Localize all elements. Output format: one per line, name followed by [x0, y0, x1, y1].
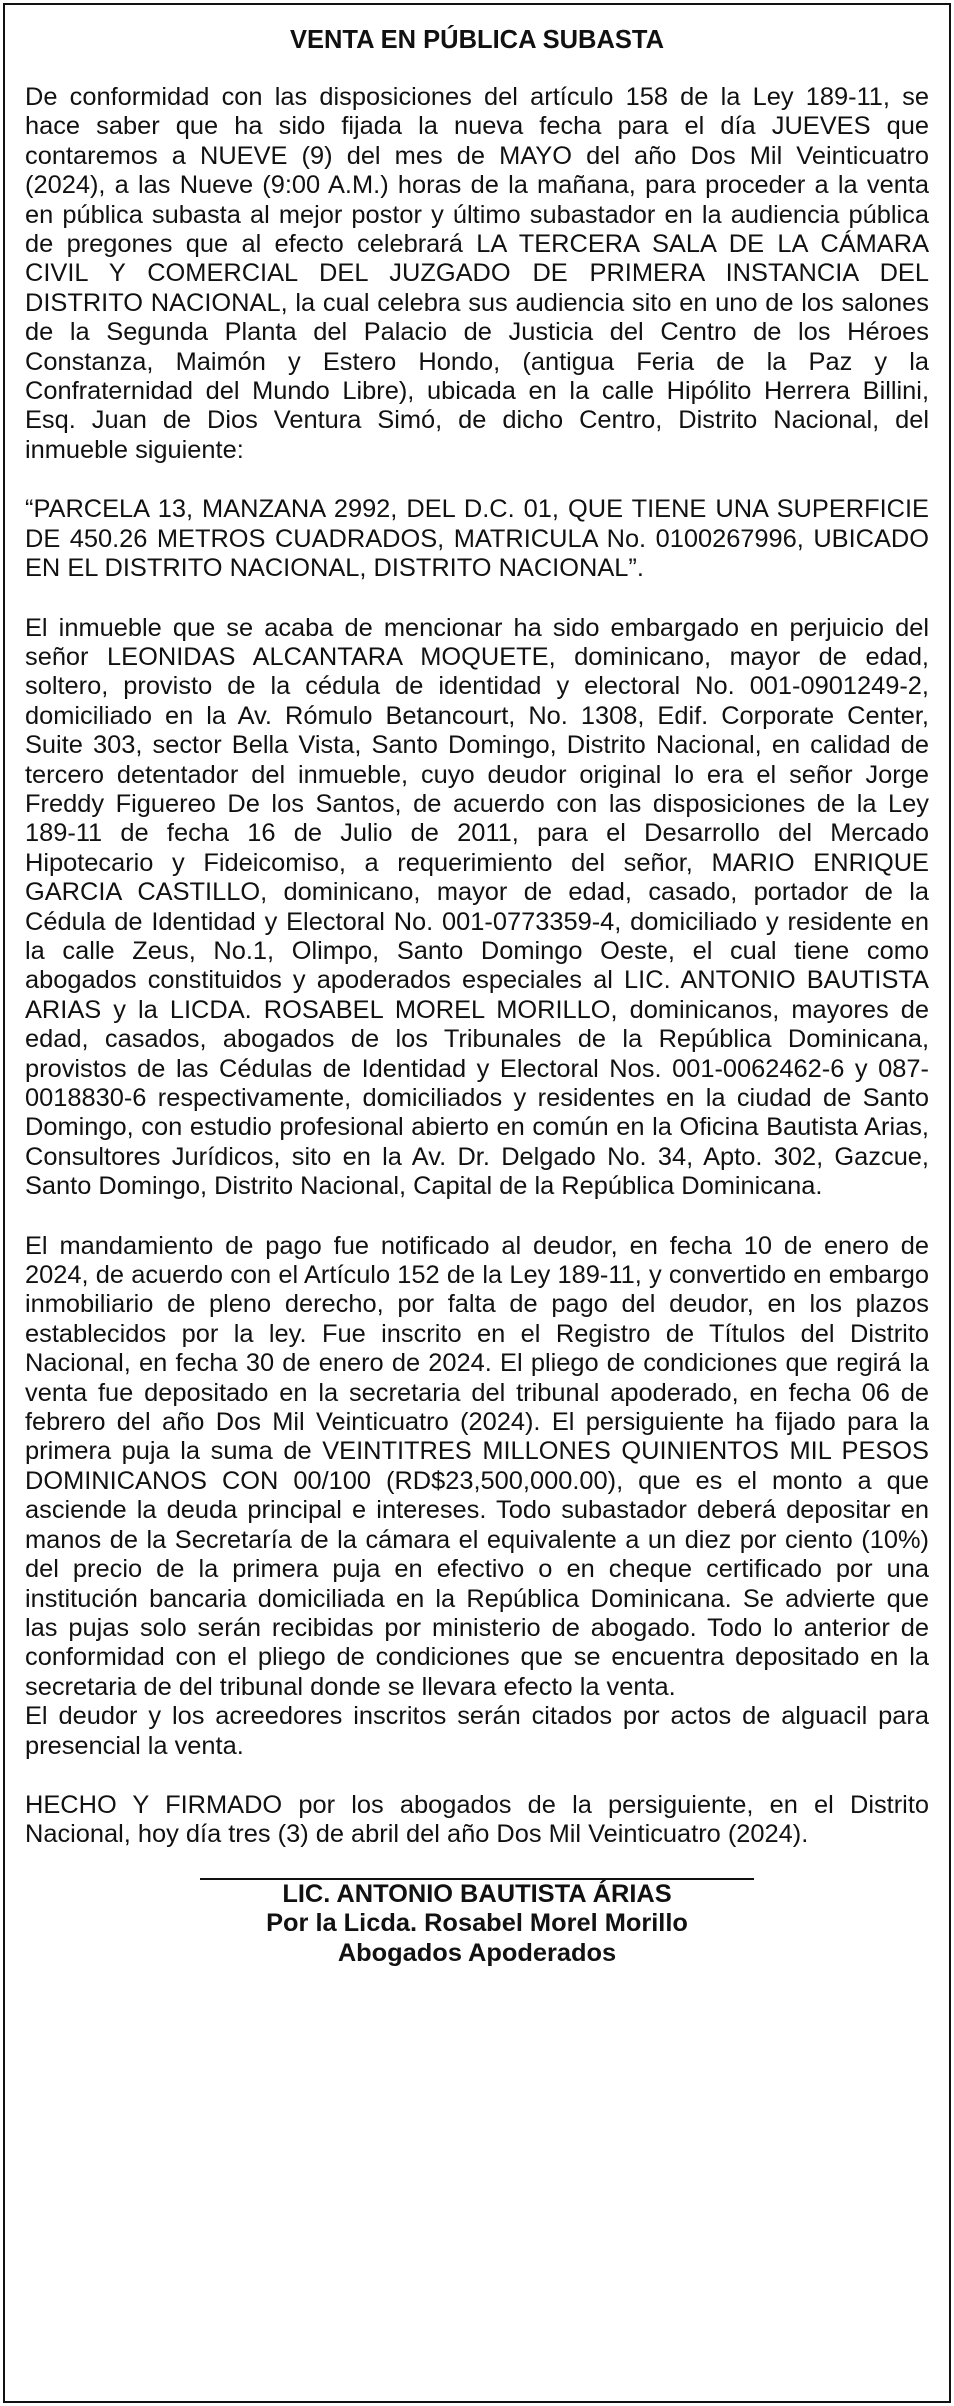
signature-role: Abogados Apoderados [337, 1938, 617, 1967]
notice-frame [3, 3, 951, 2403]
paragraph-creditors-summons: El deudor y los acreedores inscritos serán citados por actos de alguacil para presencial la venta. [25, 1702, 929, 1760]
paragraph-payment-conditions: El mandamiento de pago fue notificado al deudor, en fecha 10 de enero de 2024, de acuerdo con el Artículo 152 de la Ley 189-11, y convertido en embargo inmobiliario de pleno derecho, por falta de pago del deudor, en los plazos establecidos por la ley. Fue inscrito en el Registro de Títulos del Distrito Nacional, en fecha 30 de enero de 2024. El pliego de condiciones que regirá la venta fue depositado en la secretaria del tribunal apoderado, en fecha 06 de febrero del año Dos Mil Veinticuatro (2024). El persiguiente ha fijado para la primera puja la suma de VEINTITRES MILLONES QUINIENTOS MIL PESOS DOMINICANOS CON 00/100 (RD$23,500,000.00), que es el monto a que asciende la deuda principal e intereses. Todo subastador deberá depositar en manos de la Secretaría de la cámara el equivalente a un diez por ciento (10%) del precio de la primera puja en efectivo o en cheque certificado por una institución bancaria domiciliada en la República Dominicana. Se advierte que las pujas solo serán recibidas por ministerio de abogado. Todo lo anterior de conformidad con el pliego de condiciones que se encuentra depositado en la secretaria de del tribunal donde se llevara efecto la venta. [25, 1231, 929, 1701]
paragraph-auction-date: De conformidad con las disposiciones del artículo 158 de la Ley 189-11, se hace saber que ha sido fijada la nueva fecha para el día JUEVES que contaremos a NUEVE (9) del mes de MAYO del año Dos Mil Veinticuatro (2024), a las Nueve (9:00 A.M.) horas de la mañana, para proceder a la venta en pública subasta al mejor postor y último subastador en la audiencia pública de pregones que al efecto celebrará LA TERCERA SALA DE LA CÁMARA CIVIL Y COMERCIAL DEL JUZGADO DE PRIMERA INSTANCIA DEL DISTRITO NACIONAL, la cual celebra sus audiencia sito en uno de los salones de la Segunda Planta del Palacio de Justicia del Centro de los Héroes Constanza, Maimón y Estero Hondo, (antigua Feria de la Paz y la Confraternidad del Mundo Libre), ubicada en la calle Hipólito Herrera Billini, Esq. Juan de Dios Ventura Simó, de dicho Centro, Distrito Nacional, del inmueble siguiente: [25, 83, 929, 464]
notice-title: VENTA EN PÚBLICA SUBASTA [289, 26, 664, 54]
signature-on-behalf: Por la Licda. Rosabel Morel Morillo [266, 1909, 688, 1938]
signature-block [25, 1878, 929, 1968]
paragraph-spacer [25, 465, 929, 495]
paragraph-signed-statement: HECHO Y FIRMADO por los abogados de la persiguiente, en el Distrito Nacional, hoy día tres (3) de abril del año Dos Mil Veinticuatro (2024). [25, 1790, 929, 1849]
paragraph-seizure-parties: El inmueble que se acaba de mencionar ha sido embargado en perjuicio del señor LEONIDAS ALCANTARA MOQUETE, dominicano, mayor de edad, soltero, provisto de la cédula de identidad y electoral No. 001-0901249-2, domiciliado en la Av. Rómulo Betancourt, No. 1308, Edif. Corporate Center, Suite 303, sector Bella Vista, Santo Domingo, Distrito Nacional, en calidad de tercero detentador del inmueble, cuyo deudor original lo era el señor Jorge Freddy Figuereo De los Santos, de acuerdo con las disposiciones de la Ley 189-11 de fecha 16 de Julio de 2011, para el Desarrollo del Mercado Hipotecario y Fideicomiso, a requerimiento del señor, MARIO ENRIQUE GARCIA CASTILLO, dominicano, mayor de edad, casado, portador de la Cédula de Identidad y Electoral No. 001-0773359-4, domiciliado y residente en la calle Zeus, No.1, Olimpo, Santo Domingo Oeste, el cual tiene como abogados constituidos y apoderados especiales al LIC. ANTONIO BAUTISTA ARIAS y la LICDA. ROSABEL MOREL MORILLO, dominicanos, mayores de edad, casados, abogados de los Tribunales de la República Dominicana, provistos de las Cédulas de Identidad y Electoral Nos. 001-0062462-6 y 087-0018830-6 respectivamente, domiciliados y residentes en la ciudad de Santo Domingo, con estudio profesional abierto en común en la Oficina Bautista Arias, Consultores Jurídicos, sito en la Av. Dr. Delgado No. 34, Apto. 302, Gazcue, Santo Domingo, Distrito Nacional, Capital de la República Dominicana. [25, 613, 929, 1201]
paragraph-spacer [25, 1761, 929, 1791]
paragraph-property-description: “PARCELA 13, MANZANA 2992, DEL D.C. 01, QUE TIENE UNA SUPERFICIE DE 450.26 METROS CUADRADOS, MATRICULA No. 0100267996, UBICADO EN EL DISTRITO NACIONAL, DISTRITO NACIONAL”. [25, 495, 929, 583]
paragraph-spacer [25, 1202, 929, 1232]
signature-name: LIC. ANTONIO BAUTISTA ÁRIAS [282, 1879, 672, 1908]
paragraph-spacer [25, 584, 929, 614]
